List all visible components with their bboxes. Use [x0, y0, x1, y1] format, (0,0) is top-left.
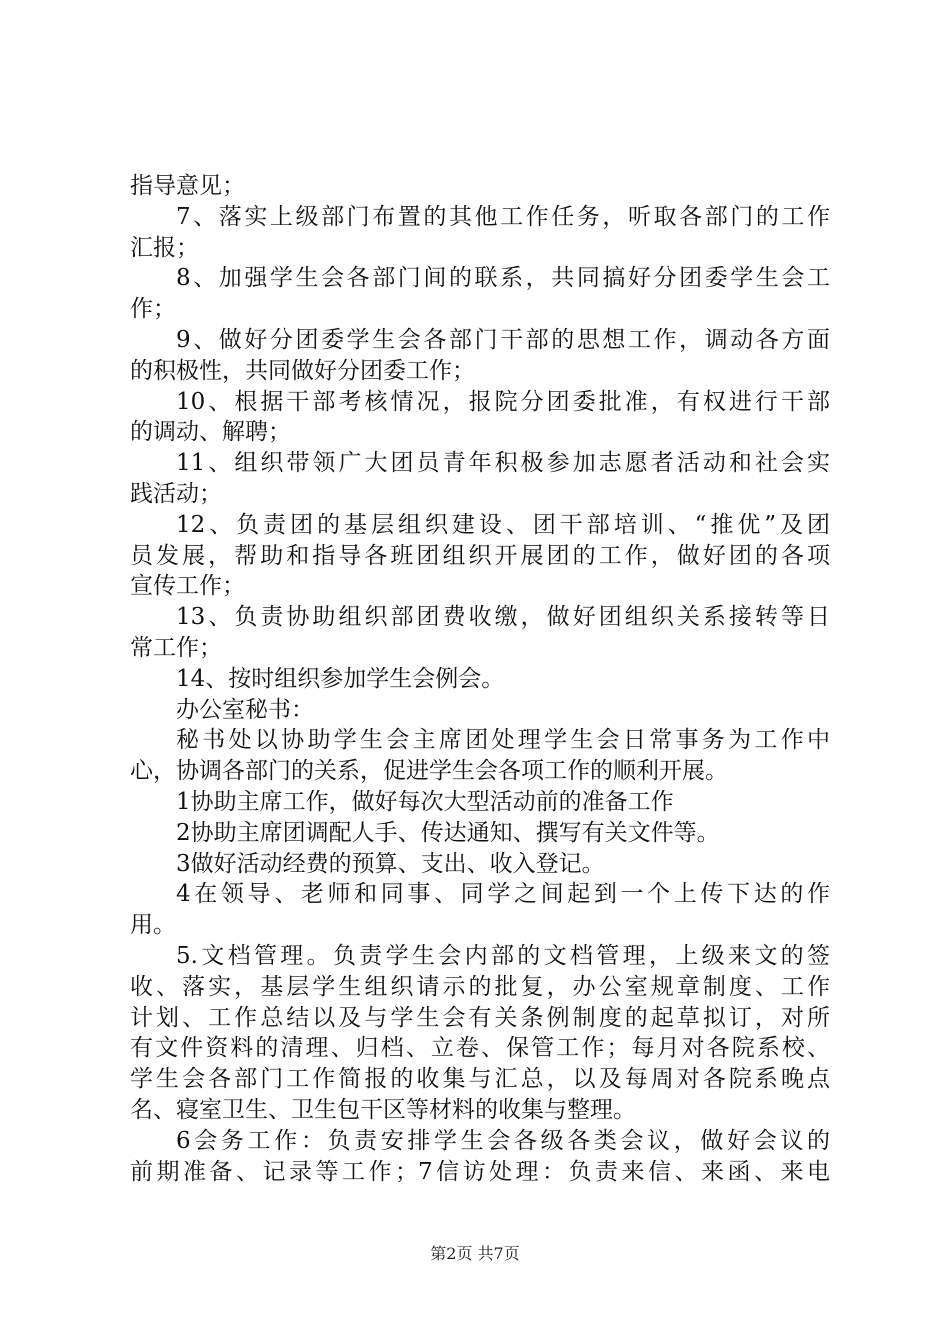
text-line: 12、负责团的基层组织建设、团干部培训、“推优”及团 — [176, 511, 830, 538]
text-line: 10、根据干部考核情况，报院分团委批准，有权进行干部 — [176, 388, 830, 415]
text-line: 办公室秘书： — [176, 696, 314, 723]
page-number-footer: 第2页 共7页 — [430, 1244, 520, 1263]
text-line: 3做好活动经费的预算、支出、收入登记。 — [176, 850, 605, 877]
text-line: 常工作； — [130, 634, 222, 661]
text-line: 学生会各部门工作简报的收集与汇总，以及每周对各院系晚点 — [130, 1066, 830, 1093]
text-line: 收、落实，基层学生组织请示的批复，办公室规章制度、工作 — [130, 973, 830, 1000]
text-line: 作； — [130, 296, 176, 323]
text-line: 2协助主席团调配人手、传达通知、撰写有关文件等。 — [176, 819, 720, 846]
text-line: 汇报； — [130, 234, 199, 261]
text-line: 4在领导、老师和同事、同学之间起到一个上传下达的作 — [176, 881, 830, 908]
text-line: 名、寝室卫生、卫生包干区等材料的收集与整理。 — [130, 1096, 636, 1123]
text-line: 8、加强学生会各部门间的联系，共同搞好分团委学生会工 — [176, 265, 830, 292]
text-line: 的积极性，共同做好分团委工作； — [130, 357, 475, 384]
text-line: 计划、工作总结以及与学生会有关条例制度的起草拟订，对所 — [130, 1004, 830, 1031]
text-line: 有文件资料的清理、归档、立卷、保管工作；每月对各院系校、 — [130, 1035, 830, 1062]
text-line: 指导意见； — [130, 173, 245, 199]
text-line: 员发展，帮助和指导各班团组织开展团的工作，做好团的各项 — [130, 542, 830, 569]
text-line: 11、组织带领广大团员青年积极参加志愿者活动和社会实 — [176, 450, 830, 477]
text-line: 践活动； — [130, 480, 222, 507]
text-line: 宣传工作； — [130, 573, 245, 600]
text-line: 6会务工作：负责安排学生会各级各类会议，做好会议的 — [176, 1127, 830, 1154]
document-body — [130, 171, 830, 1187]
text-line: 1协助主席工作，做好每次大型活动前的准备工作 — [176, 788, 674, 815]
text-line: 5.文档管理。负责学生会内部的文档管理，上级来文的签 — [176, 942, 830, 969]
text-line: 心，协调各部门的关系，促进学生会各项工作的顺利开展。 — [130, 758, 728, 785]
text-line: 13、负责协助组织部团费收缴，做好团组织关系接转等日 — [176, 604, 830, 631]
text-line: 14、按时组织参加学生会例会。 — [176, 665, 505, 692]
text-line: 前期准备、记录等工作；7信访处理：负责来信、来函、来电 — [130, 1158, 830, 1185]
text-line: 7、落实上级部门布置的其他工作任务，听取各部门的工作 — [176, 203, 830, 230]
text-line: 秘书处以协助学生会主席团处理学生会日常事务为工作中 — [176, 727, 830, 754]
text-line: 用。 — [130, 912, 176, 939]
text-line: 的调动、解聘； — [130, 419, 291, 446]
text-line: 9、做好分团委学生会各部门干部的思想工作，调动各方面 — [176, 326, 830, 353]
